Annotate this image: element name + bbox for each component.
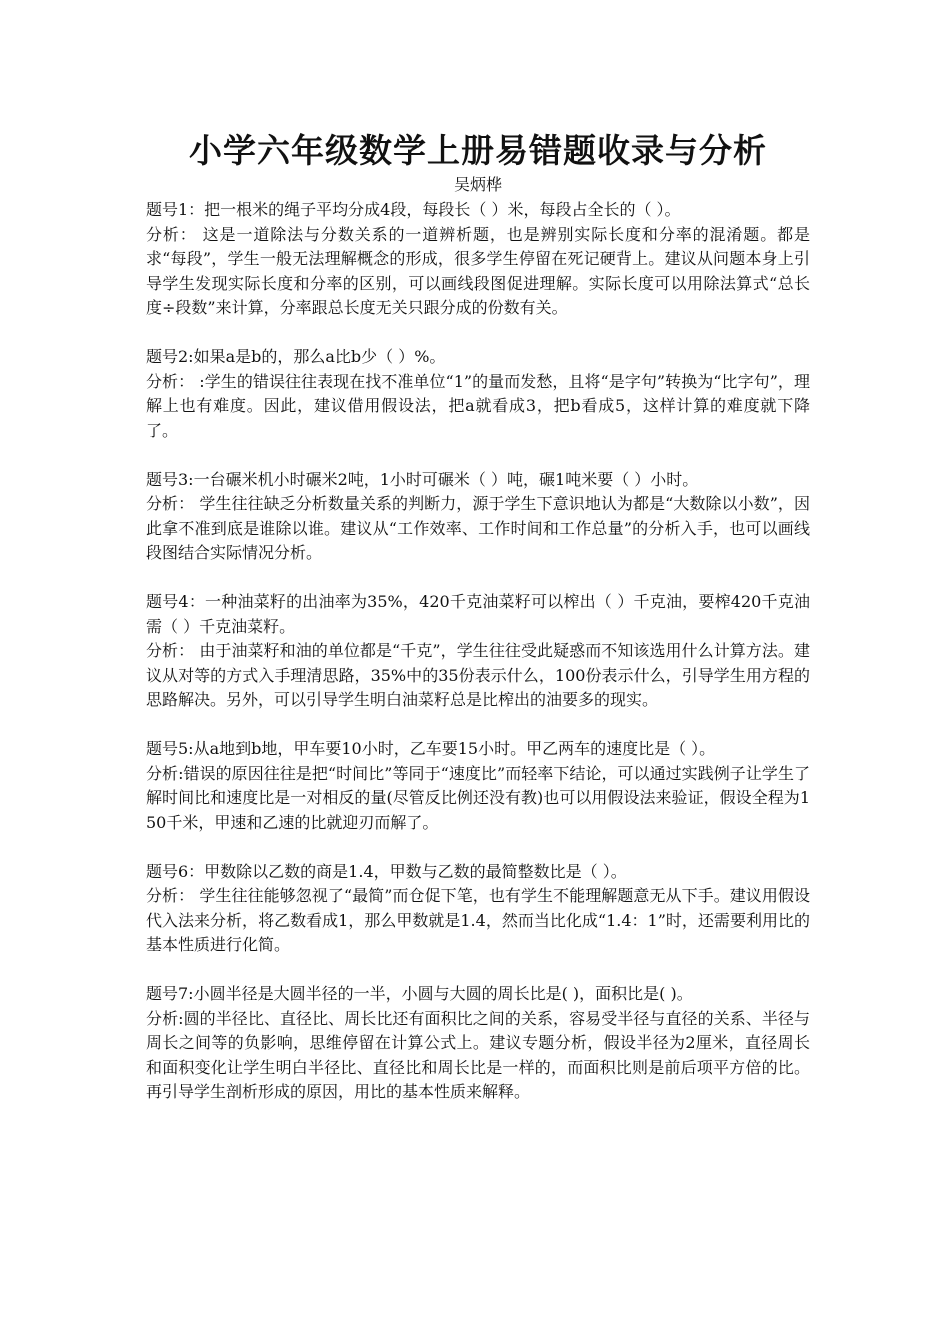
question-text: 题号3:一台碾米机小时碾米2吨，1小时可碾米（ ）吨，碾1吨米要（ ）小时。	[146, 469, 699, 489]
analysis-text: 分析:错误的原因往往是把“时间比”等同于“速度比”而轻率下结论，可以通过实践例子让学生了解时间比和速度比是一对相反的量(尽管反比例还没有教)也可以用假设法来验证，假设全程为150千米，甲速和乙速的比就迎刃而解了。	[146, 763, 810, 832]
document-title: 小学六年级数学上册易错题收录与分析	[189, 131, 767, 170]
analysis-text: 分析： 由于油菜籽和油的单位都是“千克”，学生往往受此疑惑而不知该选用什么计算方法。建议从对等的方式入手理清思路，35%中的35份表示什么，100份表示什么，引导学生用方程的思路解决。另外，可以引导学生明白油菜籽总是比榨出的油要多的现实。	[146, 641, 810, 709]
question-item-2	[146, 345, 810, 443]
question-text: 题号7:小圆半径是大圆半径的一半，小圆与大圆的周长比是( )，面积比是( )。	[146, 984, 693, 1003]
question-text: 题号2:如果a是b的，那么a比b少（ ）%。	[146, 347, 446, 366]
question-item-1	[146, 198, 810, 321]
question-text: 题号5:从a地到b地，甲车要10小时，乙车要15小时。甲乙两车的速度比是（ ）。	[146, 739, 716, 758]
question-item-5	[146, 737, 810, 835]
question-item-4	[146, 590, 810, 713]
analysis-text: 分析:圆的半径比、直径比、周长比还有面积比之间的关系，容易受半径与直径的关系、半径与周长之间等的负影响，思维停留在计算公式上。建议专题分析，假设半径为2厘米，直径周长和面积变化让学生明白半径比、直径比和周长比是一样的，而面积比则是前后项平方倍的比。再引导学生剖析形成的原因，用比的基本性质来解释。	[146, 1008, 810, 1101]
question-item-7	[146, 982, 810, 1105]
question-item-6	[146, 860, 810, 958]
analysis-text: 分析： :学生的错误往往表现在找不准单位“1”的量而发愁，且将“是字句”转换为“比字句”，理解上也有难度。因此，建议借用假设法，把a就看成3，把b看成5，这样计算的难度就下降了。	[146, 371, 810, 440]
analysis-text: 分析： 学生往往能够忽视了“最简”而仓促下笔，也有学生不能理解题意无从下手。建议用假设代入法来分析，将乙数看成1，那么甲数就是1.4，然而当比化成“1.4：1”时，还需要利用比的基本性质进行化简。	[146, 886, 810, 954]
document-page	[146, 128, 810, 1129]
document-author: 吴炳桦	[453, 175, 502, 194]
analysis-text: 分析： 学生往往缺乏分析数量关系的判断力，源于学生下意识地认为都是“大数除以小数”，因此拿不准到底是谁除以谁。建议从“工作效率、工作时间和工作总量”的分析入手，也可以画线段图结合实际情况分析。	[146, 494, 810, 562]
question-item-3	[146, 468, 810, 566]
question-text: 题号4：一种油菜籽的出油率为35%，420千克油菜籽可以榨出（ ）千克油，要榨420千克油需（ ）千克油菜籽。	[146, 592, 810, 636]
question-text: 题号1：把一根米的绳子平均分成4段，每段长（ ）米，每段占全长的（ ）。	[146, 200, 681, 219]
analysis-text: 分析： 这是一道除法与分数关系的一道辨析题，也是辨别实际长度和分率的混淆题。都是求“每段”，学生一般无法理解概念的形成，很多学生停留在死记硬背上。建议从问题本身上引导学生发现实际长度和分率的区别，可以画线段图促进理解。实际长度可以用除法算式“总长度÷段数”来计算，分率跟总长度无关只跟分成的份数有关。	[146, 224, 810, 317]
question-text: 题号6：甲数除以乙数的商是1.4，甲数与乙数的最简整数比是（ ）。	[146, 861, 627, 881]
